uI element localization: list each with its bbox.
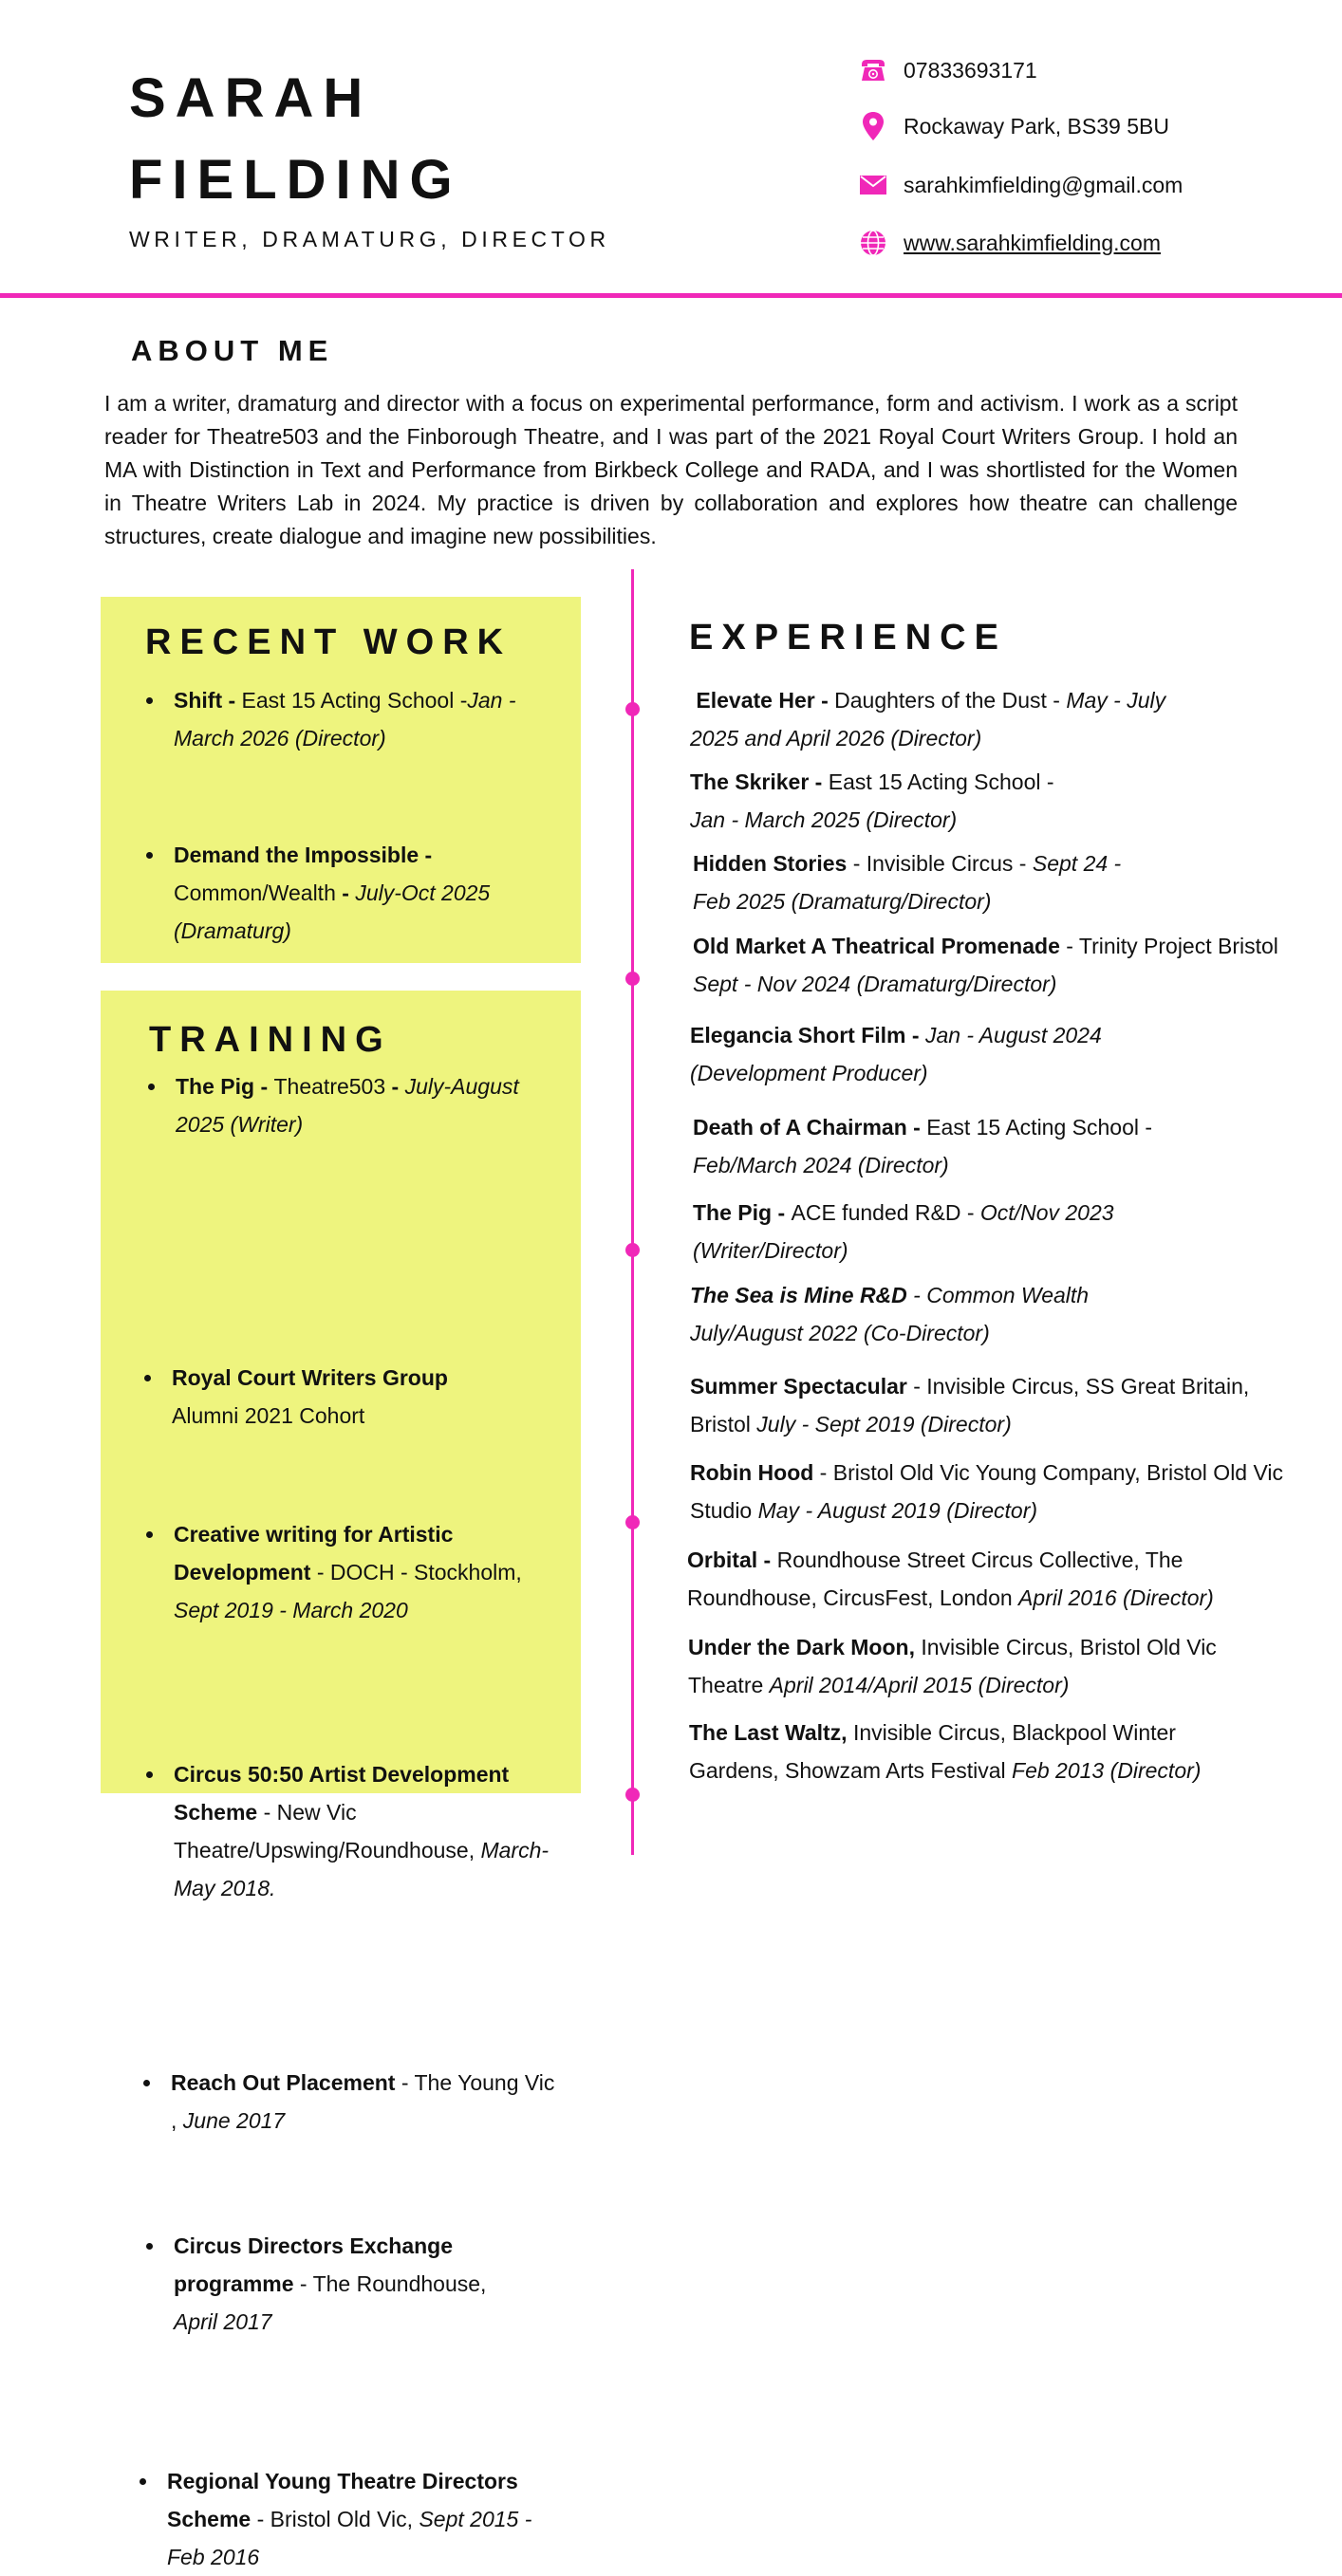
recent-work-item bbox=[174, 681, 563, 757]
item-title: Under the Dark Moon, bbox=[688, 1635, 915, 1659]
item-org: East 15 Acting School - bbox=[926, 1115, 1153, 1140]
item-date: April 2014/April 2015 (Director) bbox=[769, 1673, 1070, 1697]
item-date: July-Oct 2025 (Dramaturg) bbox=[174, 880, 491, 943]
training-item bbox=[167, 2462, 566, 2576]
experience-item bbox=[693, 1194, 1224, 1269]
item-title: Death of A Chairman - bbox=[693, 1115, 927, 1140]
training-item bbox=[171, 2064, 560, 2140]
item-date: Sept - Nov 2024 (Dramaturg/Director) bbox=[693, 972, 1057, 996]
name-last: FIELDING bbox=[129, 149, 462, 211]
item-title: Old Market A Theatrical Promenade bbox=[693, 934, 1060, 958]
experience-item bbox=[690, 1454, 1297, 1529]
experience-item bbox=[690, 763, 1127, 839]
item-date: Oct/Nov 2023 (Writer/Director) bbox=[693, 1200, 1114, 1263]
experience-item bbox=[690, 1367, 1250, 1443]
item-org: - Invisible Circus, SS Great Britain, Bristol bbox=[690, 1374, 1250, 1436]
item-org: - Bristol Old Vic Young Company, Bristol Old Vic Studio bbox=[690, 1460, 1284, 1523]
item-org: Common/Wealth bbox=[174, 880, 336, 905]
item-title: Reach Out Placement bbox=[171, 2070, 396, 2095]
training-item bbox=[174, 1515, 563, 1629]
item-date: May - July 2025 and April 2026 (Director) bbox=[690, 688, 1166, 751]
item-org: East 15 Acting School - bbox=[241, 688, 468, 713]
item-date: July-August 2025 (Writer) bbox=[176, 1074, 519, 1137]
experience-item bbox=[690, 1276, 1221, 1352]
item-title: Shift - bbox=[174, 688, 242, 713]
address-text: Rockaway Park, BS39 5BU bbox=[904, 113, 1169, 139]
item-org: - Invisible Circus - bbox=[847, 851, 1033, 876]
timeline-dot bbox=[625, 702, 640, 716]
item-date: Sept 24 - Feb 2025 (Dramaturg/Director) bbox=[693, 851, 1122, 914]
item-detail: - Bristol Old Vic, bbox=[251, 2507, 419, 2531]
item-org: ACE funded R&D - bbox=[791, 1200, 980, 1225]
item-separator: - bbox=[385, 1074, 405, 1099]
phone-number: 07833693171 bbox=[904, 57, 1037, 83]
recent-work-item bbox=[176, 1067, 565, 1143]
experience-item bbox=[693, 927, 1291, 1003]
timeline-dot bbox=[625, 1243, 640, 1257]
training-item bbox=[174, 1755, 553, 1907]
phone-icon bbox=[857, 54, 889, 86]
item-title: The Last Waltz, bbox=[689, 1720, 848, 1745]
job-title: WRITER, DRAMATURG, DIRECTOR bbox=[129, 227, 610, 251]
item-detail: - The Young Vic , bbox=[171, 2070, 555, 2133]
item-title: Summer Spectacular bbox=[690, 1374, 907, 1399]
contact-address bbox=[857, 107, 1169, 145]
item-title: The Skriker - bbox=[690, 769, 829, 794]
header-divider bbox=[0, 293, 1342, 298]
item-date: June 2017 bbox=[182, 2108, 286, 2133]
item-title: Robin Hood bbox=[690, 1460, 814, 1485]
item-detail: - DOCH - Stockholm, bbox=[310, 1560, 522, 1585]
experience-item bbox=[693, 1108, 1224, 1184]
recent-work-item bbox=[174, 836, 553, 950]
contact-email bbox=[857, 166, 1183, 204]
item-title: The Sea is Mine R&D bbox=[690, 1283, 907, 1307]
item-detail: - The Roundhouse, bbox=[293, 2271, 487, 2296]
item-title: Circus Directors Exchange programme bbox=[174, 2233, 454, 2296]
item-org: Invisible Circus, Blackpool Winter Gardens, Showzam Arts Festival bbox=[689, 1720, 1176, 1783]
experience-item bbox=[688, 1628, 1239, 1704]
item-date: Feb/March 2024 (Director) bbox=[693, 1153, 949, 1177]
item-title: Creative writing for Artistic Development bbox=[174, 1522, 454, 1585]
item-title: Elevate Her - bbox=[696, 688, 835, 713]
item-date: May - August 2019 (Director) bbox=[757, 1498, 1038, 1523]
item-org: East 15 Acting School - bbox=[828, 769, 1054, 794]
envelope-icon bbox=[857, 169, 889, 201]
experience-item bbox=[693, 844, 1139, 920]
globe-icon bbox=[857, 227, 889, 259]
item-org: Invisible Circus, Bristol Old Vic Theatre bbox=[688, 1635, 1217, 1697]
item-date: April 2017 bbox=[174, 2309, 272, 2334]
item-date: Feb 2013 (Director) bbox=[1012, 1758, 1202, 1783]
item-org: - Common Wealth bbox=[906, 1283, 1090, 1307]
item-date: July - Sept 2019 (Director) bbox=[756, 1412, 1012, 1436]
name-first: SARAH bbox=[129, 67, 373, 129]
timeline-line bbox=[631, 569, 634, 1855]
item-org: Theatre503 bbox=[273, 1074, 386, 1099]
item-separator: - bbox=[335, 880, 356, 905]
contact-phone bbox=[857, 51, 1037, 89]
training-item bbox=[174, 2227, 534, 2341]
item-detail: - New Vic Theatre/Upswing/Roundhouse, bbox=[174, 1800, 475, 1863]
item-org: - Trinity Project Bristol bbox=[1059, 934, 1278, 958]
timeline-dot bbox=[625, 1788, 640, 1802]
item-title: Royal Court Writers Group bbox=[172, 1365, 448, 1390]
item-title: The Pig - bbox=[176, 1074, 274, 1099]
item-title: Hidden Stories bbox=[693, 851, 848, 876]
item-org: Daughters of the Dust - bbox=[834, 688, 1067, 713]
experience-item bbox=[687, 1541, 1276, 1617]
item-date: July/August 2022 (Co-Director) bbox=[690, 1321, 990, 1345]
item-title: Elegancia Short Film - bbox=[690, 1023, 925, 1047]
item-title: Regional Young Theatre Directors Scheme bbox=[167, 2469, 518, 2531]
experience-heading: EXPERIENCE bbox=[689, 618, 1007, 658]
experience-item bbox=[690, 681, 1184, 757]
location-pin-icon bbox=[857, 110, 889, 142]
item-date: Sept 2019 - March 2020 bbox=[174, 1598, 408, 1622]
experience-item bbox=[690, 1016, 1117, 1092]
recent-work-heading: RECENT WORK bbox=[145, 622, 513, 662]
item-title: Demand the Impossible - bbox=[174, 843, 433, 867]
item-date: Jan - August 2024 (Development Producer) bbox=[690, 1023, 1102, 1085]
item-title: Orbital - bbox=[687, 1547, 777, 1572]
item-date: April 2016 (Director) bbox=[1018, 1585, 1214, 1610]
website-link[interactable]: www.sarahkimfielding.com bbox=[904, 230, 1161, 255]
item-org: Roundhouse Street Circus Collective, The Roundhouse, CircusFest, London bbox=[687, 1547, 1184, 1610]
item-date: March-May 2018. bbox=[174, 1838, 550, 1900]
item-date: Jan - March 2026 (Director) bbox=[174, 688, 516, 751]
item-date: Sept 2015 - Feb 2016 bbox=[167, 2507, 532, 2569]
training-heading: TRAINING bbox=[149, 1020, 392, 1060]
item-detail: Alumni 2021 Cohort bbox=[172, 1403, 365, 1428]
experience-item bbox=[689, 1714, 1258, 1789]
item-title: Circus 50:50 Artist Development Scheme bbox=[174, 1762, 510, 1825]
about-paragraph: I am a writer, dramaturg and director with a focus on experimental performance, form and activism. I work as a script reader for Theatre503 and the Finborough Theatre, and I was part of the 2021 Royal Court Writers Group. I hold an MA with Distinction in Text and Performance from Birkbeck College and RADA, and I was shortlisted for the Women in Theatre Writers Lab in 2024. My practice is driven by collaboration and explores how theatre can challenge structures, create dialogue and imagine new possibilities. bbox=[104, 391, 1238, 548]
email-text: sarahkimfielding@gmail.com bbox=[904, 172, 1184, 197]
item-date: Jan - March 2025 (Director) bbox=[690, 807, 958, 832]
about-heading: ABOUT ME bbox=[131, 334, 334, 367]
item-title: The Pig - bbox=[693, 1200, 792, 1225]
timeline-dot bbox=[625, 972, 640, 986]
contact-website bbox=[857, 224, 1161, 262]
training-item bbox=[172, 1359, 561, 1435]
timeline-dot bbox=[625, 1515, 640, 1529]
